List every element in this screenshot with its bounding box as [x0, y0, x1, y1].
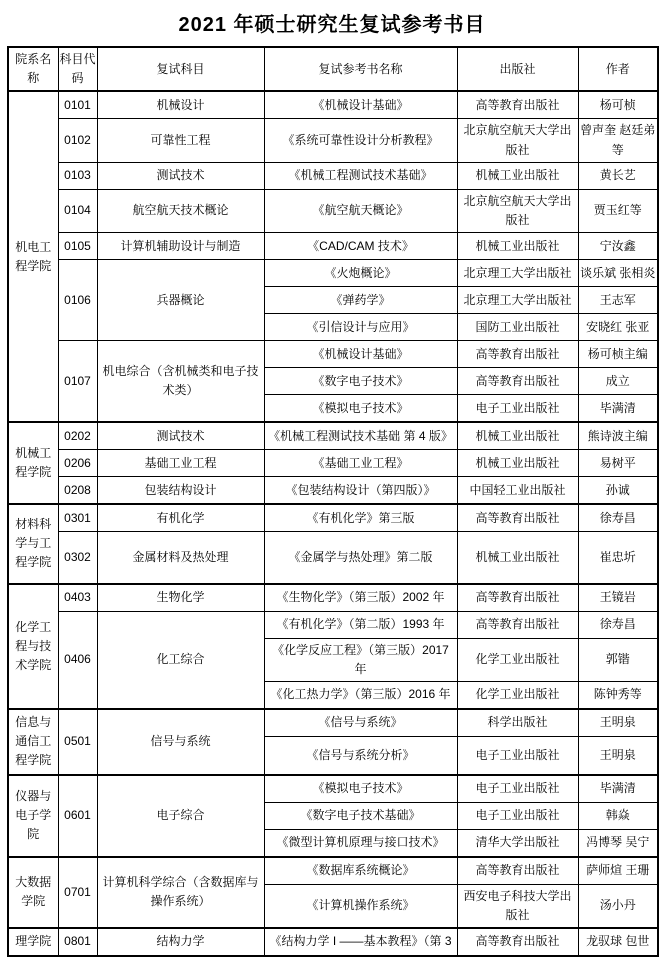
subject-code-cell: 0302	[58, 532, 97, 584]
author-cell: 杨可桢主编	[578, 341, 658, 368]
book-title-cell: 《模拟电子技术》	[264, 775, 457, 803]
publisher-cell: 化学工业出版社	[457, 682, 578, 710]
page-title: 2021 年硕士研究生复试参考书目	[178, 14, 486, 36]
header-department: 院系名称	[8, 47, 58, 91]
author-cell: 崔忠圻	[578, 532, 658, 584]
publisher-cell: 高等教育出版社	[457, 341, 578, 368]
author-cell: 熊诗波主编	[578, 422, 658, 450]
book-title-cell: 《化工热力学》（第三版）2016 年	[264, 682, 457, 710]
table-row	[8, 532, 658, 584]
book-title-cell: 《有机化学》第三版	[264, 504, 457, 532]
book-title-cell: 《生物化学》（第三版）2002 年	[264, 584, 457, 612]
author-cell: 王志军	[578, 287, 658, 314]
subject-code-cell: 0601	[58, 775, 97, 857]
book-title-cell: 《系统可靠性设计分析教程》	[264, 119, 457, 162]
subject-name-cell: 兵器概论	[97, 260, 264, 341]
table-row	[8, 584, 658, 612]
book-title-cell: 《结构力学 I ——基本教程》（第 3	[264, 928, 457, 956]
author-cell: 孙诚	[578, 477, 658, 505]
header-publisher: 出版社	[457, 47, 578, 91]
publisher-cell: 电子工业出版社	[457, 737, 578, 775]
publisher-cell: 西安电子科技大学出版社	[457, 884, 578, 928]
subject-code-cell: 0104	[58, 189, 97, 232]
publisher-cell: 国防工业出版社	[457, 314, 578, 341]
subject-code-cell: 0403	[58, 584, 97, 612]
department-name-cell: 材料科学与工程学院	[8, 504, 58, 584]
book-title-cell: 《机械工程测试技术基础》	[264, 162, 457, 189]
table-row	[8, 611, 658, 638]
author-cell: 王镜岩	[578, 584, 658, 612]
publisher-cell: 高等教育出版社	[457, 368, 578, 395]
subject-code-cell: 0202	[58, 422, 97, 450]
publisher-cell: 北京理工大学出版社	[457, 287, 578, 314]
author-cell: 毕满清	[578, 395, 658, 423]
table-row	[8, 775, 658, 803]
header-subject-code: 科目代码	[58, 47, 97, 91]
subject-code-cell: 0301	[58, 504, 97, 532]
author-cell: 陈钟秀等	[578, 682, 658, 710]
department-name-cell: 化学工程与技术学院	[8, 584, 58, 709]
publisher-cell: 电子工业出版社	[457, 395, 578, 423]
subject-name-cell: 化工综合	[97, 611, 264, 709]
book-title-cell: 《信号与系统分析》	[264, 737, 457, 775]
table-row	[8, 91, 658, 119]
subject-code-cell: 0103	[58, 162, 97, 189]
department-name-cell: 大数据学院	[8, 857, 58, 928]
publisher-cell: 高等教育出版社	[457, 928, 578, 956]
publisher-cell: 机械工业出版社	[457, 422, 578, 450]
author-cell: 成立	[578, 368, 658, 395]
department-name-cell: 信息与通信工程学院	[8, 709, 58, 775]
subject-name-cell: 机械设计	[97, 91, 264, 119]
publisher-cell: 中国轻工业出版社	[457, 477, 578, 505]
book-title-cell: 《机械工程测试技术基础 第 4 版》	[264, 422, 457, 450]
subject-name-cell: 电子综合	[97, 775, 264, 857]
subject-name-cell: 金属材料及热处理	[97, 532, 264, 584]
book-title-cell: 《微型计算机原理与接口技术》	[264, 829, 457, 857]
table-row	[8, 709, 658, 737]
book-title-cell: 《包装结构设计（第四版）》	[264, 477, 457, 505]
subject-name-cell: 测试技术	[97, 162, 264, 189]
book-title-cell: 《数字电子技术基础》	[264, 802, 457, 829]
author-cell: 黄长艺	[578, 162, 658, 189]
department-name-cell: 机械工程学院	[8, 422, 58, 504]
subject-name-cell: 计算机科学综合（含数据库与操作系统）	[97, 857, 264, 928]
subject-code-cell: 0501	[58, 709, 97, 775]
table-row	[8, 504, 658, 532]
publisher-cell: 机械工业出版社	[457, 162, 578, 189]
table-row	[8, 233, 658, 260]
book-title-cell: 《数据库系统概论》	[264, 857, 457, 885]
reference-book-table	[7, 46, 659, 957]
book-title-cell: 《模拟电子技术》	[264, 395, 457, 423]
book-title-cell: 《弹药学》	[264, 287, 457, 314]
table-row	[8, 477, 658, 505]
subject-name-cell: 可靠性工程	[97, 119, 264, 162]
publisher-cell: 北京航空航天大学出版社	[457, 189, 578, 232]
subject-name-cell: 包装结构设计	[97, 477, 264, 505]
author-cell: 宁汝鑫	[578, 233, 658, 260]
subject-name-cell: 测试技术	[97, 422, 264, 450]
subject-code-cell: 0208	[58, 477, 97, 505]
publisher-cell: 高等教育出版社	[457, 91, 578, 119]
subject-code-cell: 0801	[58, 928, 97, 956]
book-title-cell: 《机械设计基础》	[264, 91, 457, 119]
book-title-cell: 《CAD/CAM 技术》	[264, 233, 457, 260]
header-author: 作者	[578, 47, 658, 91]
subject-name-cell: 结构力学	[97, 928, 264, 956]
book-title-cell: 《计算机操作系统》	[264, 884, 457, 928]
subject-name-cell: 信号与系统	[97, 709, 264, 775]
book-title-cell: 《信号与系统》	[264, 709, 457, 737]
header-subject: 复试科目	[97, 47, 264, 91]
author-cell: 易树平	[578, 450, 658, 477]
publisher-cell: 科学出版社	[457, 709, 578, 737]
subject-code-cell: 0105	[58, 233, 97, 260]
publisher-cell: 高等教育出版社	[457, 504, 578, 532]
publisher-cell: 高等教育出版社	[457, 857, 578, 885]
table-row	[8, 189, 658, 232]
publisher-cell: 机械工业出版社	[457, 233, 578, 260]
table-row	[8, 928, 658, 956]
publisher-cell: 高等教育出版社	[457, 611, 578, 638]
author-cell: 王明泉	[578, 709, 658, 737]
author-cell: 王明泉	[578, 737, 658, 775]
author-cell: 韩焱	[578, 802, 658, 829]
table-row	[8, 422, 658, 450]
publisher-cell: 北京航空航天大学出版社	[457, 119, 578, 162]
department-name-cell: 理学院	[8, 928, 58, 956]
book-title-cell: 《化学反应工程》（第三版）2017 年	[264, 638, 457, 681]
book-title-cell: 《数字电子技术》	[264, 368, 457, 395]
publisher-cell: 机械工业出版社	[457, 450, 578, 477]
subject-code-cell: 0701	[58, 857, 97, 928]
book-title-cell: 《火炮概论》	[264, 260, 457, 287]
publisher-cell: 清华大学出版社	[457, 829, 578, 857]
author-cell: 龙驭球 包世	[578, 928, 658, 956]
author-cell: 杨可桢	[578, 91, 658, 119]
author-cell: 郭锴	[578, 638, 658, 681]
book-title-cell: 《航空航天概论》	[264, 189, 457, 232]
author-cell: 冯博琴 吴宁	[578, 829, 658, 857]
table-row	[8, 260, 658, 287]
subject-code-cell: 0406	[58, 611, 97, 709]
header-row	[8, 47, 658, 91]
table-row	[8, 450, 658, 477]
subject-code-cell: 0106	[58, 260, 97, 341]
publisher-cell: 高等教育出版社	[457, 584, 578, 612]
book-title-cell: 《有机化学》（第二版）1993 年	[264, 611, 457, 638]
subject-name-cell: 有机化学	[97, 504, 264, 532]
table-row	[8, 162, 658, 189]
author-cell: 曾声奎 赵廷弟等	[578, 119, 658, 162]
subject-name-cell: 航空航天技术概论	[97, 189, 264, 232]
book-title-cell: 《机械设计基础》	[264, 341, 457, 368]
subject-name-cell: 机电综合（含机械类和电子技术类）	[97, 341, 264, 423]
author-cell: 贾玉红等	[578, 189, 658, 232]
book-table-body	[8, 91, 658, 956]
author-cell: 徐寿昌	[578, 611, 658, 638]
subject-name-cell: 计算机辅助设计与制造	[97, 233, 264, 260]
subject-code-cell: 0107	[58, 341, 97, 423]
publisher-cell: 北京理工大学出版社	[457, 260, 578, 287]
book-title-cell: 《金属学与热处理》第二版	[264, 532, 457, 584]
publisher-cell: 电子工业出版社	[457, 802, 578, 829]
author-cell: 谈乐斌 张相炎	[578, 260, 658, 287]
table-row	[8, 119, 658, 162]
publisher-cell: 化学工业出版社	[457, 638, 578, 681]
author-cell: 萨师煊 王珊	[578, 857, 658, 885]
subject-code-cell: 0102	[58, 119, 97, 162]
author-cell: 汤小丹	[578, 884, 658, 928]
author-cell: 安晓红 张亚	[578, 314, 658, 341]
subject-name-cell: 基础工业工程	[97, 450, 264, 477]
book-title-cell: 《基础工业工程》	[264, 450, 457, 477]
table-header	[8, 47, 658, 91]
header-book-title: 复试参考书名称	[264, 47, 457, 91]
department-name-cell: 机电工程学院	[8, 91, 58, 422]
publisher-cell: 机械工业出版社	[457, 532, 578, 584]
subject-code-cell: 0101	[58, 91, 97, 119]
table-row	[8, 341, 658, 368]
book-title-cell: 《引信设计与应用》	[264, 314, 457, 341]
subject-code-cell: 0206	[58, 450, 97, 477]
author-cell: 毕满清	[578, 775, 658, 803]
subject-name-cell: 生物化学	[97, 584, 264, 612]
author-cell: 徐寿昌	[578, 504, 658, 532]
table-row	[8, 857, 658, 885]
publisher-cell: 电子工业出版社	[457, 775, 578, 803]
department-name-cell: 仪器与电子学院	[8, 775, 58, 857]
